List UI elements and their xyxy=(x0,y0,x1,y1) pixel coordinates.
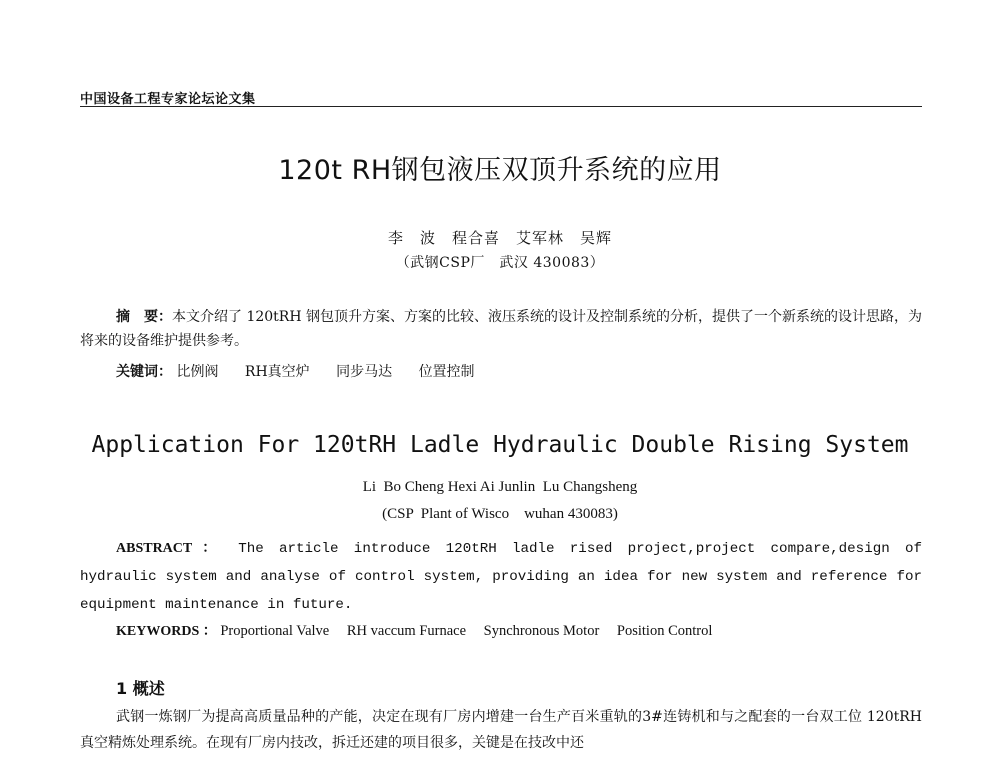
body-paragraph: 武钢一炼钢厂为提高高质量品种的产能，决定在现有厂房内增建一台生产百米重轨的3#连铸机和与之配套的一台双工位 120tRH 真空精炼处理系统。在现有厂房内技改，拆迁还建的项目很多，关键是在技改中还 xyxy=(80,709,922,751)
keyword-en: RH vaccum Furnace xyxy=(346,623,467,639)
keyword-en: Synchronous Motor xyxy=(483,623,600,639)
keyword-en: Position Control xyxy=(616,623,713,639)
authors-cn: 李 波 程合喜 艾军林 吴辉 xyxy=(387,229,612,247)
keyword-cn: 位置控制 xyxy=(418,364,475,380)
authors-en: Li Bo Cheng Hexi Ai Junlin Lu Changsheng xyxy=(362,479,638,495)
section-heading: 1 概述 xyxy=(116,679,165,698)
keyword-cn: 比例阀 xyxy=(176,364,219,380)
abstract-cn-text: 本文介绍了 120tRH 钢包顶升方案、方案的比较、液压系统的设计及控制系统的分析，提供了一个新系统的设计思路，为将来的设备维护提供参考。 xyxy=(80,309,922,349)
abstract-cn-label: 摘 要： xyxy=(116,309,172,325)
keyword-cn: 同步马达 xyxy=(336,364,393,380)
abstract-en xyxy=(80,535,922,619)
keywords-en-label: KEYWORDS ： xyxy=(116,624,217,639)
keywords-cn xyxy=(116,361,922,383)
abstract-en-text: The article introduce 120tRH ladle rised project,project compare,design of hydraulic system and analyse of control system, providing an idea for new system and reference for equipment maintenance in future. xyxy=(80,541,922,613)
keywords-cn-label: 关键词： xyxy=(116,364,172,380)
keyword-cn: RH真空炉 xyxy=(244,364,310,380)
header-rule xyxy=(80,106,922,107)
abstract-cn xyxy=(80,305,922,353)
running-head: 中国设备工程专家论坛论文集 xyxy=(80,92,256,107)
abstract-en-label: ABSTRACT ： xyxy=(116,541,223,556)
affiliation-en: (CSP Plant of Wisco wuhan 430083) xyxy=(382,506,618,522)
affiliation-cn: （武钢CSP厂 武汉 430083） xyxy=(395,255,605,271)
paper-title-cn: 120t RH钢包液压双顶升系统的应用 xyxy=(278,155,722,186)
paper-title-en: Application For 120tRH Ladle Hydraulic Double Rising System xyxy=(91,432,909,458)
keyword-en: Proportional Valve xyxy=(220,623,330,639)
keywords-en xyxy=(116,620,922,640)
